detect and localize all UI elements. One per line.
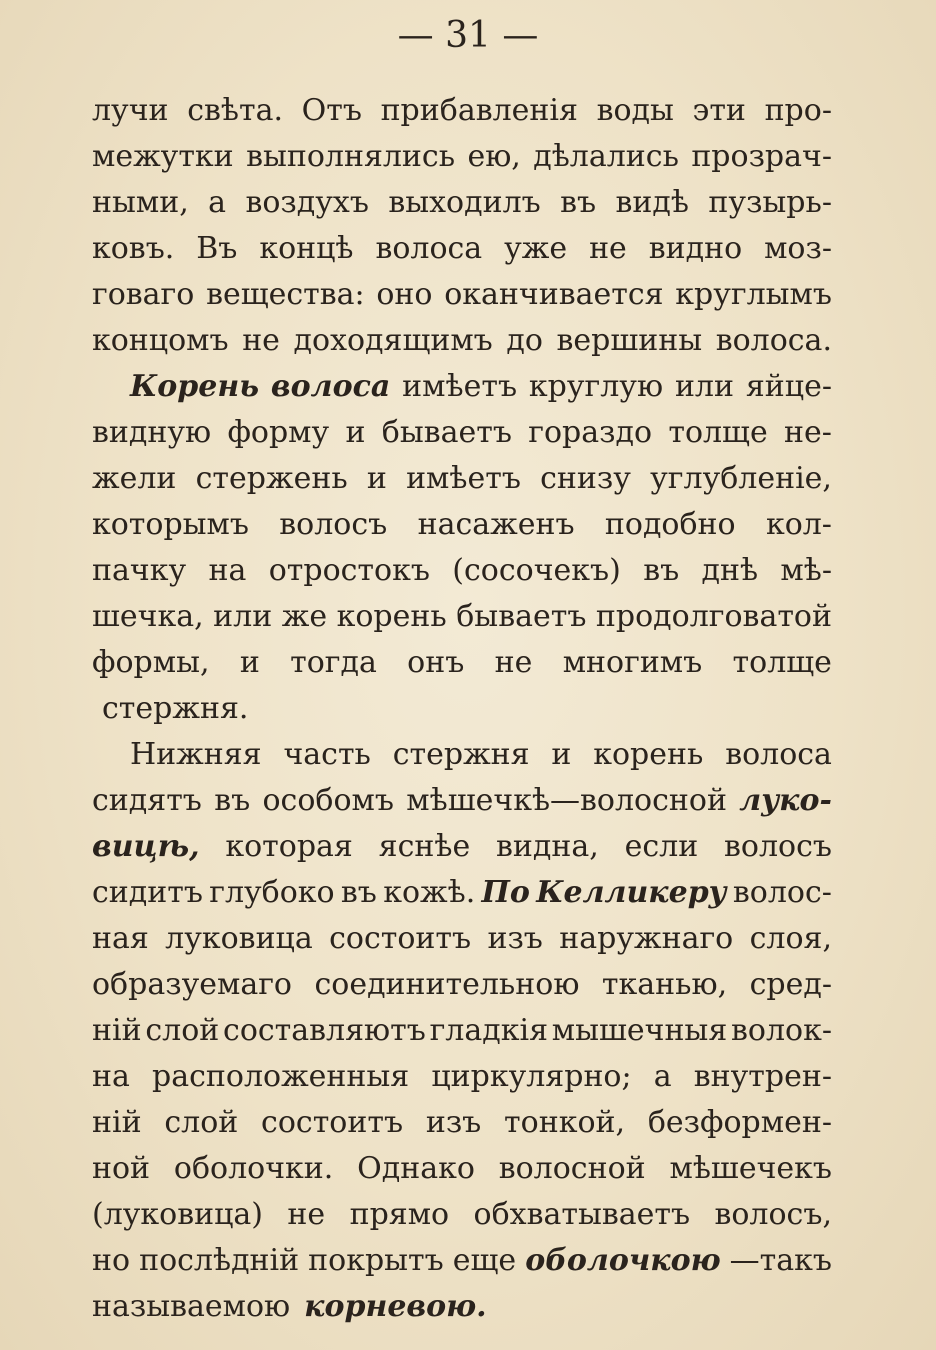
word: вершины [556,323,703,358]
text-line [92,134,832,180]
word: тогда [290,645,377,680]
word: яснѣе [378,829,471,864]
word: доходящимъ [293,323,493,358]
text-line [92,640,832,686]
word: Корень [130,369,260,404]
word: стержня [392,737,530,772]
word: а [653,1059,672,1094]
word: имѣетъ [406,461,521,496]
word: имѣетъ [402,369,518,404]
word: волоса [375,231,483,266]
word: корень [336,599,447,634]
word: луковица [165,921,313,956]
word: вещества: [206,277,365,312]
word: —такъ [729,1243,832,1278]
word: и [551,737,572,772]
word: мѣшечекъ [669,1151,832,1186]
word: корень [593,737,704,772]
word: гладкія [429,1013,548,1048]
word: (луковица) [92,1197,263,1232]
word: ковъ. [92,231,175,266]
word: еще [452,1243,517,1278]
word: видѣ [615,185,689,220]
word: лучи [92,93,169,128]
text-line [92,1284,832,1330]
body-text [92,88,832,1330]
text-line [92,1008,832,1054]
word: тканью, [601,967,728,1002]
word: свѣта. [187,93,283,128]
word: углубленіе, [650,461,832,496]
word: покрытъ [308,1243,444,1278]
word: круглымъ [675,277,832,312]
word: особомъ [262,783,394,818]
word: не [242,323,280,358]
word: корневою. [304,1289,487,1324]
word: но [92,1243,131,1278]
word: яйце- [745,369,832,404]
word: или [213,599,273,634]
word: называемою [92,1289,291,1324]
word: дѣлались [533,139,679,174]
word: выходилъ [388,185,541,220]
word: состоитъ [329,921,472,956]
word: кожѣ. [383,875,476,910]
text-line [92,1238,832,1284]
word: круглую [528,369,664,404]
word: до [506,323,543,358]
word: слоя, [749,921,832,956]
word: прозрач- [691,139,832,174]
text-line [92,824,832,870]
word: составляютъ [223,1013,426,1048]
word: которая [225,829,353,864]
word: воздухъ [245,185,369,220]
word: Нижняя [130,737,262,772]
word: на [208,553,247,588]
word: волоса [725,737,832,772]
text-line [92,870,832,916]
word: говаго [92,277,195,312]
word: шечка, [92,599,204,634]
word: формы, [92,645,210,680]
word: онъ [407,645,465,680]
word: мышечныя [551,1013,728,1048]
word: концѣ [259,231,354,266]
word: моз- [764,231,832,266]
text-line [92,502,832,548]
word: воды [596,93,674,128]
word: сидятъ [92,783,202,818]
word: межутки [92,139,234,174]
word: гораздо [528,415,653,450]
text-line [92,410,832,456]
word: продолговатой [595,599,832,634]
word: луко- [739,783,832,818]
word: если [624,829,699,864]
word: волос- [732,875,832,910]
word: бываетъ [456,599,587,634]
text-line [92,1146,832,1192]
word: не [494,645,533,680]
text-line [92,548,832,594]
word: расположенныя [152,1059,410,1094]
word: волосъ [279,507,388,542]
word: изъ [425,1105,482,1140]
word: въ [643,553,680,588]
word: сред- [749,967,832,1002]
word: видную [92,415,212,450]
word: тонкой, [504,1105,626,1140]
word: снизу [540,461,631,496]
text-line [92,594,832,640]
word: днѣ [701,553,759,588]
word: безформен- [647,1105,832,1140]
word: не [589,231,627,266]
word: пачку [92,553,187,588]
text-line [92,456,832,502]
word: эти [692,93,746,128]
word: толще [732,645,832,680]
word: вицѣ, [92,829,200,864]
page-number: — 31 — [397,15,539,56]
word: Келликеру [536,875,727,910]
word: въ [340,875,377,910]
word: По [481,875,530,910]
word: видно [648,231,743,266]
word: волосной [498,1151,646,1186]
word: насаженъ [417,507,575,542]
text-line [92,1192,832,1238]
word: не [287,1197,326,1232]
word: въ [214,783,251,818]
word: Отъ [301,93,362,128]
word: соединительною [314,967,580,1002]
word: наружнаго [559,921,734,956]
text-line [92,732,832,778]
word: многимъ [562,645,703,680]
word: жели [92,461,177,496]
word: волосъ, [714,1197,832,1232]
word: изъ [487,921,543,956]
word: кол- [765,507,832,542]
word: ная [92,921,149,956]
word: въ [560,185,597,220]
word: же [281,599,328,634]
word: волоса. [715,323,832,358]
text-line [92,916,832,962]
text-line [92,686,832,732]
word: Въ [196,231,238,266]
word: ными, [92,185,189,220]
text-line [92,318,832,364]
word: ній [92,1013,142,1048]
word: Однако [357,1151,475,1186]
word: волок- [731,1013,832,1048]
word: состоитъ [261,1105,404,1140]
word: послѣдній [139,1243,300,1278]
word: толще [668,415,768,450]
word: обхватываетъ [473,1197,691,1232]
word: форму [227,415,330,450]
word: которымъ [92,507,249,542]
word: не- [784,415,832,450]
word: и [345,415,366,450]
word: ній [92,1105,142,1140]
word: подобно [604,507,736,542]
word: и [239,645,260,680]
word: мѣ- [780,553,832,588]
word: бываетъ [381,415,512,450]
word: слой [145,1013,220,1048]
word: на [92,1059,130,1094]
text-line [92,962,832,1008]
text-line [92,778,832,824]
word: стержень [195,461,348,496]
word: выполнялись [246,139,456,174]
word: оболочки. [173,1151,334,1186]
word: прямо [349,1197,450,1232]
word: ею, [467,139,521,174]
text-line [92,180,832,226]
word: мѣшечкѣ—волосной [406,783,727,818]
word: пузырь- [708,185,832,220]
text-line [92,1054,832,1100]
word: и [366,461,387,496]
word: оболочкою [525,1243,721,1278]
text-line [92,88,832,134]
word: стержня. [102,691,249,726]
word: уже [504,231,568,266]
text-line [92,1100,832,1146]
word: ной [92,1151,151,1186]
text-line [92,226,832,272]
word: оно [376,277,433,312]
word: циркулярно; [431,1059,632,1094]
word: образуемаго [92,967,292,1002]
word: или [674,369,734,404]
word: а [208,185,227,220]
word: отростокъ [268,553,430,588]
word: волосъ [724,829,832,864]
text-line [92,364,832,410]
word: волоса [270,369,391,404]
word: сидитъ [92,875,203,910]
word: видна, [496,829,599,864]
word: слой [164,1105,239,1140]
word: внутрен- [693,1059,832,1094]
word: (сосочекъ) [452,553,621,588]
word: концомъ [92,323,229,358]
text-line [92,272,832,318]
word: часть [283,737,371,772]
word: оканчивается [444,277,664,312]
word: глубоко [209,875,335,910]
word: про- [764,93,832,128]
word: прибавленія [380,93,578,128]
